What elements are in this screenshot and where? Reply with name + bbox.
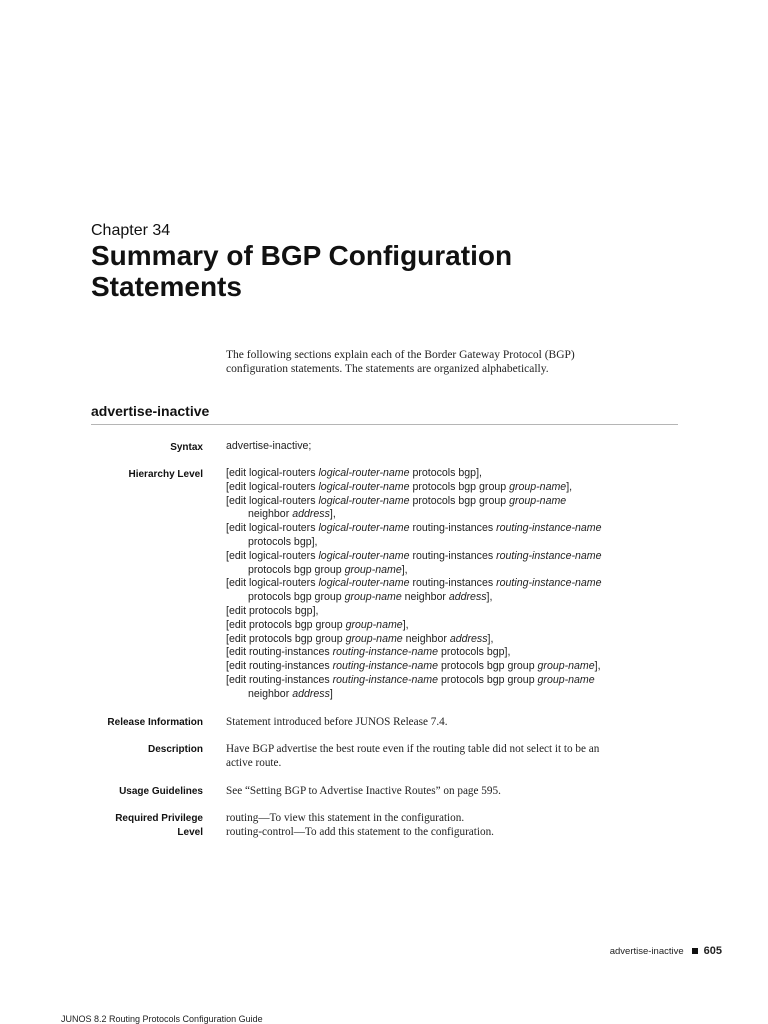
- intro-line: The following sections explain each of the Border Gateway Protocol (BGP): [226, 349, 575, 361]
- hierarchy-line: [edit logical-routers logical-router-name protocols bgp],: [226, 467, 482, 479]
- usage-guidelines-value: See “Setting BGP to Advertise Inactive Routes” on page 595.: [226, 785, 501, 797]
- usage-guidelines-label: Usage Guidelines: [119, 786, 203, 797]
- hierarchy-line: [edit protocols bgp],: [226, 604, 319, 617]
- release-info-label: Release Information: [107, 717, 203, 728]
- privilege-line: routing—To view this statement in the configuration.: [226, 812, 465, 824]
- privilege-label-line: Level: [177, 826, 203, 838]
- hierarchy-line: [edit logical-routers logical-router-name routing-instances routing-instance-name: [226, 577, 602, 590]
- privilege-label: [91, 812, 203, 839]
- hierarchy-line: [edit routing-instances routing-instance-name protocols bgp group group-name: [226, 673, 595, 686]
- section-heading: advertise-inactive: [91, 403, 210, 419]
- hierarchy-line: protocols bgp group group-name neighbor address],: [248, 591, 493, 604]
- syntax-label: Syntax: [170, 442, 203, 453]
- intro-paragraph: [226, 348, 686, 376]
- footer-running-head: [610, 945, 722, 957]
- hierarchy-line: protocols bgp],: [248, 535, 318, 548]
- hierarchy-line: [edit protocols bgp group group-name neighbor address],: [226, 632, 494, 645]
- square-bullet-icon: [692, 948, 698, 954]
- hierarchy-line: [edit logical-routers logical-router-name routing-instances routing-instance-name: [226, 549, 602, 562]
- description-line: Have BGP advertise the best route even if the routing table did not select it to be an: [226, 743, 600, 755]
- hierarchy-label: Hierarchy Level: [128, 469, 203, 480]
- hierarchy-line: neighbor address]: [248, 687, 333, 700]
- privilege-line: routing-control—To add this statement to the configuration.: [226, 826, 494, 838]
- syntax-value: advertise-inactive;: [226, 440, 312, 452]
- hierarchy-line: [edit logical-routers logical-router-name protocols bgp group group-name: [226, 494, 567, 507]
- chapter-label: Chapter 34: [91, 222, 171, 239]
- description-value: [226, 742, 686, 770]
- intro-line: configuration statements. The statements are organized alphabetically.: [226, 363, 549, 375]
- description-line: active route.: [226, 757, 282, 769]
- hierarchy-line: [edit logical-routers logical-router-name routing-instances routing-instance-name: [226, 522, 602, 535]
- hierarchy-value: [226, 467, 686, 702]
- hierarchy-line: neighbor address],: [248, 508, 336, 521]
- page-title: [91, 240, 691, 302]
- release-info-value: Statement introduced before JUNOS Release 7.4.: [226, 716, 448, 728]
- privilege-label-line: Required Privilege: [115, 813, 203, 824]
- section-divider: [91, 424, 678, 425]
- description-label: Description: [147, 744, 203, 755]
- page-number: 605: [703, 945, 722, 957]
- hierarchy-line: protocols bgp group group-name],: [248, 563, 408, 576]
- running-head-text: advertise-inactive: [609, 946, 684, 957]
- page-title-line1: Summary of BGP Configuration: [91, 240, 513, 271]
- hierarchy-line: [edit protocols bgp group group-name],: [226, 618, 409, 631]
- privilege-value: [226, 811, 686, 839]
- footer-book-title: JUNOS 8.2 Routing Protocols Configuration Guide: [61, 1014, 263, 1024]
- page-title-line2: Statements: [91, 271, 242, 302]
- hierarchy-line: [edit logical-routers logical-router-name protocols bgp group group-name],: [226, 480, 573, 493]
- hierarchy-line: [edit routing-instances routing-instance-name protocols bgp group group-name],: [226, 660, 601, 673]
- hierarchy-line: [edit routing-instances routing-instance-name protocols bgp],: [226, 646, 511, 659]
